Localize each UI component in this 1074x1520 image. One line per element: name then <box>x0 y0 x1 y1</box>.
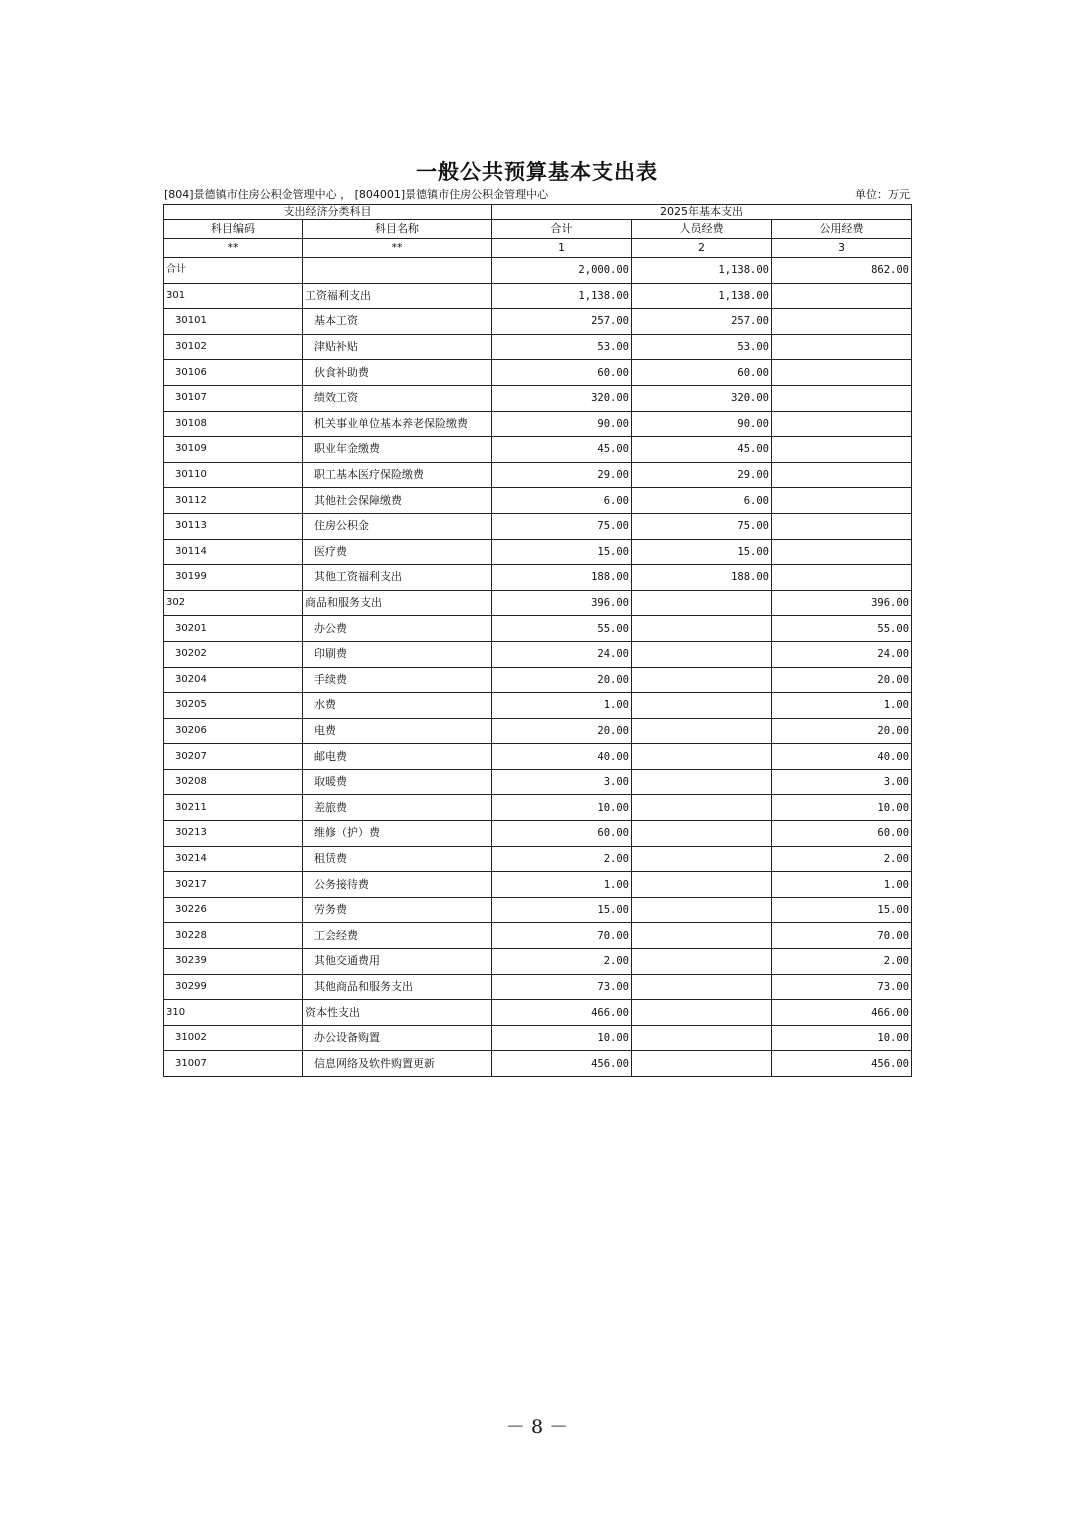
header-name: 科目名称 <box>303 220 492 239</box>
cell-personnel: 188.00 <box>632 565 772 591</box>
cell-personnel <box>632 795 772 821</box>
cell-personnel <box>632 769 772 795</box>
cell-name: 办公费 <box>303 616 492 642</box>
cell-personnel: 45.00 <box>632 437 772 463</box>
header-column-row <box>164 220 912 239</box>
cell-name: 手续费 <box>303 667 492 693</box>
cell-public: 24.00 <box>772 641 912 667</box>
cell-total: 90.00 <box>492 411 632 437</box>
index-code: ** <box>164 239 303 258</box>
cell-total: 60.00 <box>492 360 632 386</box>
cell-code: 30213 <box>164 821 303 847</box>
cell-public <box>772 411 912 437</box>
cell-name: 水费 <box>303 693 492 719</box>
cell-total: 20.00 <box>492 718 632 744</box>
cell-public <box>772 437 912 463</box>
cell-public <box>772 283 912 309</box>
cell-personnel: 53.00 <box>632 334 772 360</box>
cell-code: 302 <box>164 590 303 616</box>
table-row <box>164 1051 912 1077</box>
cell-public: 396.00 <box>772 590 912 616</box>
cell-public: 20.00 <box>772 667 912 693</box>
cell-code: 301 <box>164 283 303 309</box>
cell-public: 1.00 <box>772 693 912 719</box>
cell-total: 10.00 <box>492 795 632 821</box>
table-row <box>164 411 912 437</box>
cell-name: 基本工资 <box>303 309 492 335</box>
cell-total: 40.00 <box>492 744 632 770</box>
cell-code: 30199 <box>164 565 303 591</box>
cell-public: 10.00 <box>772 1025 912 1051</box>
cell-public <box>772 385 912 411</box>
cell-public: 55.00 <box>772 616 912 642</box>
cell-code: 30204 <box>164 667 303 693</box>
cell-name: 劳务费 <box>303 897 492 923</box>
cell-public <box>772 513 912 539</box>
cell-name: 机关事业单位基本养老保险缴费 <box>303 411 492 437</box>
cell-total: 75.00 <box>492 513 632 539</box>
index-personnel: 2 <box>632 239 772 258</box>
page-number: － 8 － <box>505 1416 569 1438</box>
cell-personnel <box>632 616 772 642</box>
cell-personnel <box>632 1025 772 1051</box>
table-row <box>164 872 912 898</box>
cell-public <box>772 360 912 386</box>
table-row <box>164 565 912 591</box>
cell-code: 30201 <box>164 616 303 642</box>
cell-public <box>772 539 912 565</box>
cell-name: 津贴补贴 <box>303 334 492 360</box>
cell-code: 30226 <box>164 897 303 923</box>
cell-name: 取暖费 <box>303 769 492 795</box>
header-basic-expenditure: 2025年基本支出 <box>492 205 912 220</box>
cell-total: 53.00 <box>492 334 632 360</box>
table-row <box>164 949 912 975</box>
cell-personnel <box>632 923 772 949</box>
cell-personnel: 1,138.00 <box>632 258 772 284</box>
cell-personnel <box>632 590 772 616</box>
index-total: 1 <box>492 239 632 258</box>
cell-public <box>772 565 912 591</box>
cell-public: 456.00 <box>772 1051 912 1077</box>
table-row <box>164 641 912 667</box>
cell-name: 其他商品和服务支出 <box>303 974 492 1000</box>
cell-name: 其他工资福利支出 <box>303 565 492 591</box>
cell-code: 30113 <box>164 513 303 539</box>
cell-code: 30299 <box>164 974 303 1000</box>
cell-code: 30102 <box>164 334 303 360</box>
cell-name: 信息网络及软件购置更新 <box>303 1051 492 1077</box>
organization-label: [804]景德镇市住房公积金管理中心 ， [804001]景德镇市住房公积金管理中心 <box>164 188 549 201</box>
cell-name: 公务接待费 <box>303 872 492 898</box>
header-index-row <box>164 239 912 258</box>
cell-personnel <box>632 693 772 719</box>
cell-total: 2,000.00 <box>492 258 632 284</box>
cell-personnel <box>632 821 772 847</box>
header-group-row <box>164 205 912 220</box>
cell-code: 30214 <box>164 846 303 872</box>
cell-code: 30108 <box>164 411 303 437</box>
index-name: ** <box>303 239 492 258</box>
cell-public: 60.00 <box>772 821 912 847</box>
header-code: 科目编码 <box>164 220 303 239</box>
table-row <box>164 590 912 616</box>
cell-public: 466.00 <box>772 1000 912 1026</box>
cell-public: 70.00 <box>772 923 912 949</box>
cell-total: 466.00 <box>492 1000 632 1026</box>
index-public: 3 <box>772 239 912 258</box>
header-total: 合计 <box>492 220 632 239</box>
cell-public: 862.00 <box>772 258 912 284</box>
cell-personnel: 60.00 <box>632 360 772 386</box>
cell-code: 31007 <box>164 1051 303 1077</box>
cell-total: 70.00 <box>492 923 632 949</box>
cell-personnel <box>632 641 772 667</box>
cell-code: 30202 <box>164 641 303 667</box>
cell-total: 24.00 <box>492 641 632 667</box>
cell-public: 3.00 <box>772 769 912 795</box>
table-row <box>164 539 912 565</box>
cell-public <box>772 334 912 360</box>
cell-total: 20.00 <box>492 667 632 693</box>
cell-total: 6.00 <box>492 488 632 514</box>
cell-name <box>303 258 492 284</box>
cell-code: 30208 <box>164 769 303 795</box>
table-row <box>164 334 912 360</box>
table-row <box>164 667 912 693</box>
cell-code: 30109 <box>164 437 303 463</box>
table-row <box>164 897 912 923</box>
cell-personnel: 15.00 <box>632 539 772 565</box>
cell-public: 40.00 <box>772 744 912 770</box>
table-row <box>164 846 912 872</box>
table-row <box>164 616 912 642</box>
cell-public: 1.00 <box>772 872 912 898</box>
cell-code: 30112 <box>164 488 303 514</box>
cell-total: 188.00 <box>492 565 632 591</box>
table-row <box>164 923 912 949</box>
header-public: 公用经费 <box>772 220 912 239</box>
cell-code: 31002 <box>164 1025 303 1051</box>
cell-code: 30207 <box>164 744 303 770</box>
header-personnel: 人员经费 <box>632 220 772 239</box>
cell-name: 商品和服务支出 <box>303 590 492 616</box>
cell-personnel <box>632 949 772 975</box>
table-row <box>164 769 912 795</box>
cell-code: 30114 <box>164 539 303 565</box>
cell-name: 工资福利支出 <box>303 283 492 309</box>
cell-total: 15.00 <box>492 539 632 565</box>
cell-code: 30106 <box>164 360 303 386</box>
cell-total: 10.00 <box>492 1025 632 1051</box>
cell-personnel: 90.00 <box>632 411 772 437</box>
cell-code: 310 <box>164 1000 303 1026</box>
cell-public: 2.00 <box>772 846 912 872</box>
cell-public <box>772 309 912 335</box>
cell-public: 15.00 <box>772 897 912 923</box>
cell-name: 邮电费 <box>303 744 492 770</box>
cell-personnel <box>632 718 772 744</box>
table-row <box>164 437 912 463</box>
cell-personnel: 257.00 <box>632 309 772 335</box>
cell-name: 其他社会保障缴费 <box>303 488 492 514</box>
cell-total: 320.00 <box>492 385 632 411</box>
cell-name: 职工基本医疗保险缴费 <box>303 462 492 488</box>
cell-personnel <box>632 872 772 898</box>
table-row <box>164 385 912 411</box>
cell-name: 印刷费 <box>303 641 492 667</box>
cell-total: 55.00 <box>492 616 632 642</box>
cell-public: 2.00 <box>772 949 912 975</box>
cell-total: 2.00 <box>492 846 632 872</box>
cell-public <box>772 462 912 488</box>
cell-name: 职业年金缴费 <box>303 437 492 463</box>
table-row <box>164 513 912 539</box>
cell-code: 30211 <box>164 795 303 821</box>
cell-code: 30217 <box>164 872 303 898</box>
header-economic-category: 支出经济分类科目 <box>164 205 492 220</box>
cell-personnel <box>632 667 772 693</box>
cell-public: 10.00 <box>772 795 912 821</box>
cell-name: 办公设备购置 <box>303 1025 492 1051</box>
cell-public: 20.00 <box>772 718 912 744</box>
cell-code: 30206 <box>164 718 303 744</box>
cell-code: 30101 <box>164 309 303 335</box>
table-row <box>164 821 912 847</box>
cell-total: 1.00 <box>492 693 632 719</box>
table-row <box>164 462 912 488</box>
cell-total: 45.00 <box>492 437 632 463</box>
cell-total: 396.00 <box>492 590 632 616</box>
budget-table <box>163 204 912 1077</box>
table-row <box>164 309 912 335</box>
table-row <box>164 693 912 719</box>
cell-name: 伙食补助费 <box>303 360 492 386</box>
cell-total: 1,138.00 <box>492 283 632 309</box>
cell-total: 73.00 <box>492 974 632 1000</box>
table-body <box>164 258 912 1077</box>
cell-code: 30110 <box>164 462 303 488</box>
cell-total: 257.00 <box>492 309 632 335</box>
table-row <box>164 795 912 821</box>
cell-personnel: 1,138.00 <box>632 283 772 309</box>
cell-personnel: 6.00 <box>632 488 772 514</box>
table-row <box>164 360 912 386</box>
table-row <box>164 283 912 309</box>
cell-name: 电费 <box>303 718 492 744</box>
table-row <box>164 488 912 514</box>
unit-label: 单位：万元 <box>855 188 910 201</box>
cell-personnel <box>632 846 772 872</box>
table-row <box>164 1025 912 1051</box>
cell-personnel: 320.00 <box>632 385 772 411</box>
cell-total: 15.00 <box>492 897 632 923</box>
cell-name: 住房公积金 <box>303 513 492 539</box>
cell-personnel <box>632 974 772 1000</box>
cell-code: 30107 <box>164 385 303 411</box>
cell-total: 3.00 <box>492 769 632 795</box>
cell-code: 30205 <box>164 693 303 719</box>
cell-total: 456.00 <box>492 1051 632 1077</box>
table-row <box>164 1000 912 1026</box>
cell-public: 73.00 <box>772 974 912 1000</box>
cell-personnel <box>632 897 772 923</box>
cell-name: 差旅费 <box>303 795 492 821</box>
table-row <box>164 258 912 284</box>
cell-personnel: 29.00 <box>632 462 772 488</box>
cell-code: 30228 <box>164 923 303 949</box>
cell-name: 租赁费 <box>303 846 492 872</box>
table-row <box>164 744 912 770</box>
cell-total: 2.00 <box>492 949 632 975</box>
cell-name: 维修（护）费 <box>303 821 492 847</box>
cell-code: 30239 <box>164 949 303 975</box>
cell-total: 60.00 <box>492 821 632 847</box>
cell-total: 1.00 <box>492 872 632 898</box>
cell-personnel <box>632 1051 772 1077</box>
cell-name: 医疗费 <box>303 539 492 565</box>
cell-personnel: 75.00 <box>632 513 772 539</box>
table-row <box>164 974 912 1000</box>
table-row <box>164 718 912 744</box>
cell-name: 资本性支出 <box>303 1000 492 1026</box>
cell-code: 合计 <box>164 258 303 284</box>
cell-total: 29.00 <box>492 462 632 488</box>
cell-personnel <box>632 744 772 770</box>
cell-name: 其他交通费用 <box>303 949 492 975</box>
cell-public <box>772 488 912 514</box>
cell-name: 绩效工资 <box>303 385 492 411</box>
cell-personnel <box>632 1000 772 1026</box>
cell-name: 工会经费 <box>303 923 492 949</box>
table-caption <box>164 187 910 203</box>
page-title: 一般公共预算基本支出表 <box>416 159 658 184</box>
